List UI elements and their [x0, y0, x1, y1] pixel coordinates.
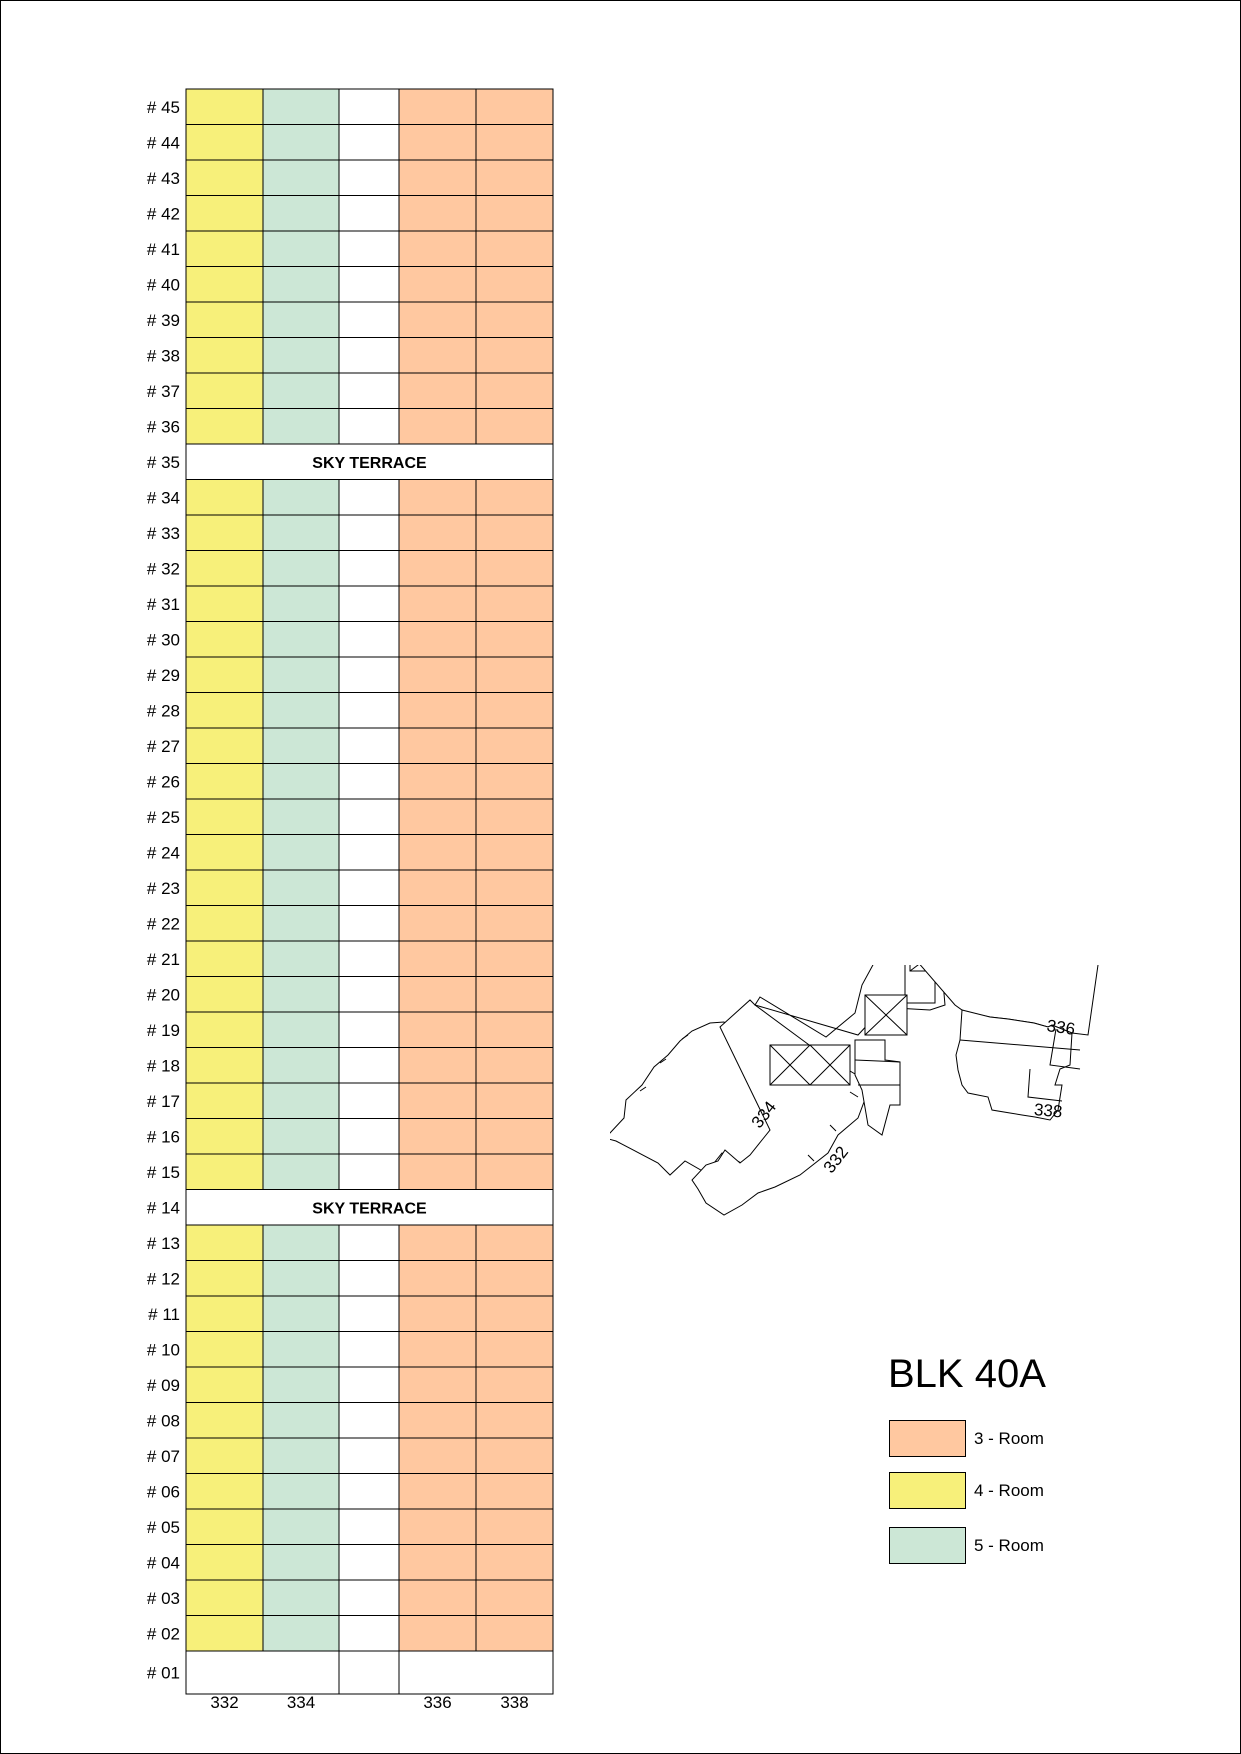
unit-cell-338 [476, 764, 553, 800]
core-column-cell [339, 906, 399, 942]
floor-label-15: # 15 [146, 1162, 180, 1182]
core-column-cell [339, 409, 399, 445]
floor-label-16: # 16 [146, 1127, 180, 1147]
unit-cell-332 [186, 1545, 263, 1581]
unit-cell-334 [263, 338, 339, 374]
unit-cell-332 [186, 1012, 263, 1048]
unit-cell-336 [399, 1438, 476, 1474]
floor-label-38: # 38 [146, 346, 180, 366]
unit-cell-336 [399, 1474, 476, 1510]
unit-cell-334 [263, 231, 339, 267]
floor-label-24: # 24 [146, 843, 180, 863]
core-column-cell [339, 1651, 399, 1694]
legend-swatch-4-room [889, 1472, 966, 1509]
floor-label-33: # 33 [146, 523, 180, 543]
floor-label-36: # 36 [146, 417, 180, 437]
legend-label-5-room: 5 - Room [974, 1535, 1044, 1555]
floor-label-14: # 14 [146, 1198, 180, 1218]
unit-cell-332 [186, 373, 263, 409]
unit-cell-336 [399, 1367, 476, 1403]
floor-label-19: # 19 [146, 1020, 180, 1040]
legend-label-4-room: 4 - Room [974, 1480, 1044, 1500]
unit-cell-336 [399, 409, 476, 445]
unit-cell-336 [399, 267, 476, 303]
unit-cell-334 [263, 1580, 339, 1616]
core-column-cell [339, 1403, 399, 1439]
core-column-cell [339, 1580, 399, 1616]
unit-cell-332 [186, 267, 263, 303]
unit-cell-338 [476, 1509, 553, 1545]
unit-cell-332 [186, 622, 263, 658]
core-column-cell [339, 728, 399, 764]
floor-label-27: # 27 [146, 736, 180, 756]
floor-label-04: # 04 [146, 1553, 180, 1573]
unit-cell-338 [476, 302, 553, 338]
unit-cell-336 [399, 196, 476, 232]
unit-cell-338 [476, 1154, 553, 1190]
core-column-cell [339, 1012, 399, 1048]
unit-cell-334 [263, 89, 339, 125]
unit-cell-338 [476, 1474, 553, 1510]
unit-cell-336 [399, 1225, 476, 1261]
unit-cell-338 [476, 870, 553, 906]
core-column-cell [339, 977, 399, 1013]
unit-number-334: 334 [286, 1693, 316, 1712]
core-column-cell [339, 338, 399, 374]
unit-332-label: 332 [819, 1142, 853, 1177]
unit-cell-334 [263, 693, 339, 729]
unit-cell-332 [186, 1048, 263, 1084]
unit-number-332: 332 [210, 1693, 239, 1712]
unit-cell-338 [476, 409, 553, 445]
unit-cell-336 [399, 1332, 476, 1368]
floor-label-10: # 10 [146, 1340, 180, 1360]
unit-cell-338 [476, 551, 553, 587]
core-column-cell [339, 1154, 399, 1190]
unit-cell-332 [186, 1296, 263, 1332]
unit-cell-338 [476, 1616, 553, 1652]
unit-cell-332 [186, 1154, 263, 1190]
unit-cell-332 [186, 835, 263, 871]
unit-336-label: 336 [1045, 1016, 1077, 1039]
unit-cell-338 [476, 125, 553, 161]
unit-cell-338 [476, 1545, 553, 1581]
unit-cell-332 [186, 1225, 263, 1261]
core-column-cell [339, 1225, 399, 1261]
unit-cell-334 [263, 835, 339, 871]
unit-cell-332 [186, 196, 263, 232]
core-column-cell [339, 196, 399, 232]
floor-label-07: # 07 [146, 1446, 180, 1466]
unit-cell-332 [186, 1580, 263, 1616]
unit-cell-334 [263, 1403, 339, 1439]
core-column-cell [339, 1545, 399, 1581]
unit-cell-334 [263, 1545, 339, 1581]
unit-cell-338 [476, 835, 553, 871]
floor-label-22: # 22 [146, 914, 180, 934]
unit-cell-332 [186, 302, 263, 338]
unit-cell-336 [399, 977, 476, 1013]
unit-cell-334 [263, 870, 339, 906]
core-column-cell [339, 480, 399, 516]
legend-swatch-5-room [889, 1527, 966, 1564]
unit-cell-334 [263, 160, 339, 196]
unit-cell-336 [399, 657, 476, 693]
unit-cell-338 [476, 728, 553, 764]
unit-cell-338 [476, 1403, 553, 1439]
floor-label-39: # 39 [146, 310, 180, 330]
core-column-cell [339, 1438, 399, 1474]
unit-cell-332 [186, 1474, 263, 1510]
unit-cell-332 [186, 338, 263, 374]
core-column-cell [339, 622, 399, 658]
core-column-cell [339, 551, 399, 587]
unit-cell-334 [263, 977, 339, 1013]
unit-cell-332 [186, 89, 263, 125]
unit-cell-332 [186, 764, 263, 800]
unit-cell-332 [186, 657, 263, 693]
unit-cell-334 [263, 551, 339, 587]
unit-number-336: 336 [423, 1693, 452, 1712]
unit-cell-334 [263, 1048, 339, 1084]
floor-label-12: # 12 [146, 1269, 180, 1289]
unit-cell-336 [399, 586, 476, 622]
unit-cell-334 [263, 799, 339, 835]
unit-cell-334 [263, 480, 339, 516]
floor-label-21: # 21 [146, 949, 180, 969]
sky-terrace-label: SKY TERRACE [312, 454, 427, 472]
unit-cell-332 [186, 1616, 263, 1652]
unit-cell-336 [399, 89, 476, 125]
core-column-cell [339, 693, 399, 729]
unit-cell-334 [263, 1438, 339, 1474]
legend-item-4-room [889, 1472, 1044, 1509]
unit-cell-336 [399, 1616, 476, 1652]
unit-cell-336 [399, 125, 476, 161]
floor-label-06: # 06 [146, 1482, 180, 1502]
unit-cell-332 [186, 1261, 263, 1297]
floor-label-45: # 45 [146, 97, 180, 117]
unit-cell-334 [263, 906, 339, 942]
floor-label-41: # 41 [146, 239, 180, 259]
core-column-cell [339, 799, 399, 835]
unit-cell-332 [186, 1119, 263, 1155]
unit-cell-332 [186, 551, 263, 587]
site-plan-diagram [610, 965, 1150, 1305]
unit-cell-338 [476, 1332, 553, 1368]
floor-label-01: # 01 [146, 1663, 180, 1683]
unit-cell-332 [186, 409, 263, 445]
stair-outline [855, 1040, 900, 1135]
unit-cell-336 [399, 1119, 476, 1155]
unit-cell-336 [399, 480, 476, 516]
unit-cell-338 [476, 693, 553, 729]
core-column-cell [339, 1509, 399, 1545]
floor-label-37: # 37 [146, 381, 180, 401]
unit-cell-334 [263, 657, 339, 693]
unit-cell-334 [263, 764, 339, 800]
ground-floor-cell [186, 1651, 339, 1694]
unit-cell-336 [399, 799, 476, 835]
unit-cell-336 [399, 1509, 476, 1545]
unit-cell-332 [186, 693, 263, 729]
legend-label-3-room: 3 - Room [974, 1428, 1044, 1448]
floor-label-35: # 35 [146, 452, 180, 472]
unit-cell-332 [186, 586, 263, 622]
floor-label-11: # 11 [148, 1304, 180, 1324]
unit-cell-336 [399, 1154, 476, 1190]
unit-cell-332 [186, 1083, 263, 1119]
sky-terrace-label: SKY TERRACE [312, 1200, 427, 1218]
unit-cell-334 [263, 409, 339, 445]
block-title: BLK 40A [888, 1352, 1046, 1396]
unit-cell-336 [399, 835, 476, 871]
unit-cell-336 [399, 160, 476, 196]
floor-label-42: # 42 [146, 204, 180, 224]
unit-cell-336 [399, 1580, 476, 1616]
floor-label-17: # 17 [146, 1091, 180, 1111]
unit-334-label: 334 [747, 1097, 781, 1132]
unit-cell-332 [186, 728, 263, 764]
floor-label-18: # 18 [146, 1056, 180, 1076]
floor-label-31: # 31 [146, 594, 180, 614]
unit-cell-334 [263, 196, 339, 232]
core-column-cell [339, 1296, 399, 1332]
floor-label-28: # 28 [146, 701, 180, 721]
unit-cell-336 [399, 693, 476, 729]
unit-cell-338 [476, 1580, 553, 1616]
unit-cell-336 [399, 551, 476, 587]
unit-cell-338 [476, 1083, 553, 1119]
unit-cell-336 [399, 1403, 476, 1439]
core-column-cell [339, 1083, 399, 1119]
unit-cell-336 [399, 728, 476, 764]
unit-cell-334 [263, 1332, 339, 1368]
unit-cell-332 [186, 1438, 263, 1474]
unit-cell-334 [263, 1474, 339, 1510]
floor-label-26: # 26 [146, 772, 180, 792]
unit-cell-336 [399, 373, 476, 409]
core-column-cell [339, 125, 399, 161]
unit-cell-332 [186, 1367, 263, 1403]
core-column-cell [339, 231, 399, 267]
unit-cell-336 [399, 1048, 476, 1084]
unit-cell-338 [476, 657, 553, 693]
floor-label-30: # 30 [146, 630, 180, 650]
unit-cell-334 [263, 941, 339, 977]
floor-label-43: # 43 [146, 168, 180, 188]
floor-label-09: # 09 [146, 1375, 180, 1395]
unit-cell-338 [476, 977, 553, 1013]
unit-cell-338 [476, 1261, 553, 1297]
floor-label-02: # 02 [146, 1624, 180, 1644]
unit-cell-334 [263, 1367, 339, 1403]
unit-cell-334 [263, 1154, 339, 1190]
unit-cell-332 [186, 515, 263, 551]
core-column-cell [339, 1048, 399, 1084]
core-column-cell [339, 267, 399, 303]
unit-cell-332 [186, 160, 263, 196]
unit-cell-332 [186, 870, 263, 906]
unit-cell-338 [476, 1119, 553, 1155]
unit-cell-332 [186, 977, 263, 1013]
unit-cell-334 [263, 1225, 339, 1261]
core-column-cell [339, 835, 399, 871]
floor-label-05: # 05 [146, 1517, 180, 1537]
unit-cell-336 [399, 515, 476, 551]
unit-cell-338 [476, 1012, 553, 1048]
unit-cell-334 [263, 586, 339, 622]
unit-cell-338 [476, 799, 553, 835]
floor-label-23: # 23 [146, 878, 180, 898]
core-column-cell [339, 1474, 399, 1510]
unit-cell-332 [186, 480, 263, 516]
floor-label-13: # 13 [146, 1233, 180, 1253]
core-column-cell [339, 89, 399, 125]
unit-cell-334 [263, 1012, 339, 1048]
unit-cell-336 [399, 764, 476, 800]
core-column-cell [339, 1119, 399, 1155]
unit-cell-332 [186, 125, 263, 161]
unit-cell-334 [263, 373, 339, 409]
unit-cell-332 [186, 941, 263, 977]
core-column-cell [339, 657, 399, 693]
unit-cell-332 [186, 1332, 263, 1368]
unit-cell-336 [399, 870, 476, 906]
unit-cell-334 [263, 1083, 339, 1119]
unit-cell-334 [263, 1616, 339, 1652]
unit-cell-338 [476, 515, 553, 551]
unit-cell-338 [476, 338, 553, 374]
core-column-cell [339, 515, 399, 551]
floor-label-29: # 29 [146, 665, 180, 685]
floor-label-25: # 25 [146, 807, 180, 827]
core-column-cell [339, 764, 399, 800]
unit-cell-334 [263, 125, 339, 161]
core-column-cell [339, 373, 399, 409]
unit-cell-336 [399, 1012, 476, 1048]
unit-cell-338 [476, 480, 553, 516]
unit-cell-332 [186, 1403, 263, 1439]
unit-cell-334 [263, 515, 339, 551]
unit-cell-334 [263, 1119, 339, 1155]
floor-label-08: # 08 [146, 1411, 180, 1431]
legend-item-5-room [889, 1527, 1044, 1564]
core-column-cell [339, 941, 399, 977]
unit-cell-338 [476, 906, 553, 942]
unit-cell-338 [476, 1225, 553, 1261]
legend-item-3-room [889, 1420, 1044, 1457]
floor-label-34: # 34 [146, 488, 180, 508]
unit-cell-334 [263, 1296, 339, 1332]
unit-cell-334 [263, 622, 339, 658]
unit-cell-332 [186, 906, 263, 942]
core-column-cell [339, 1367, 399, 1403]
unit-cell-332 [186, 799, 263, 835]
unit-cell-338 [476, 373, 553, 409]
unit-cell-338 [476, 622, 553, 658]
floor-label-44: # 44 [146, 133, 180, 153]
unit-cell-338 [476, 160, 553, 196]
unit-cell-336 [399, 1545, 476, 1581]
unit-cell-336 [399, 1083, 476, 1119]
floor-label-20: # 20 [146, 985, 180, 1005]
core-column-cell [339, 1332, 399, 1368]
unit-cell-334 [263, 267, 339, 303]
core-column-cell [339, 302, 399, 338]
unit-cell-338 [476, 586, 553, 622]
unit-cell-338 [476, 1296, 553, 1332]
unit-cell-338 [476, 1438, 553, 1474]
unit-number-338: 338 [500, 1693, 529, 1712]
unit-cell-332 [186, 1509, 263, 1545]
unit-338-label: 338 [1033, 1100, 1064, 1122]
unit-cell-336 [399, 941, 476, 977]
core-column-cell [339, 586, 399, 622]
unit-cell-334 [263, 302, 339, 338]
core-column-cell [339, 870, 399, 906]
unit-cell-338 [476, 1367, 553, 1403]
unit-cell-338 [476, 941, 553, 977]
floor-label-03: # 03 [146, 1588, 180, 1608]
unit-cell-336 [399, 906, 476, 942]
unit-cell-334 [263, 1261, 339, 1297]
floor-label-40: # 40 [146, 275, 180, 295]
floor-label-32: # 32 [146, 559, 180, 579]
core-column-cell [339, 1616, 399, 1652]
unit-cell-338 [476, 267, 553, 303]
unit-cell-334 [263, 1509, 339, 1545]
ground-floor-cell [399, 1651, 553, 1694]
unit-cell-334 [263, 728, 339, 764]
unit-cell-338 [476, 89, 553, 125]
legend-swatch-3-room [889, 1420, 966, 1457]
unit-cell-336 [399, 622, 476, 658]
unit-cell-338 [476, 231, 553, 267]
unit-cell-336 [399, 302, 476, 338]
unit-cell-336 [399, 231, 476, 267]
unit-cell-338 [476, 196, 553, 232]
core-column-cell [339, 160, 399, 196]
unit-cell-338 [476, 1048, 553, 1084]
unit-cell-336 [399, 338, 476, 374]
core-column-cell [339, 1261, 399, 1297]
unit-cell-332 [186, 231, 263, 267]
unit-cell-336 [399, 1296, 476, 1332]
unit-cell-336 [399, 1261, 476, 1297]
